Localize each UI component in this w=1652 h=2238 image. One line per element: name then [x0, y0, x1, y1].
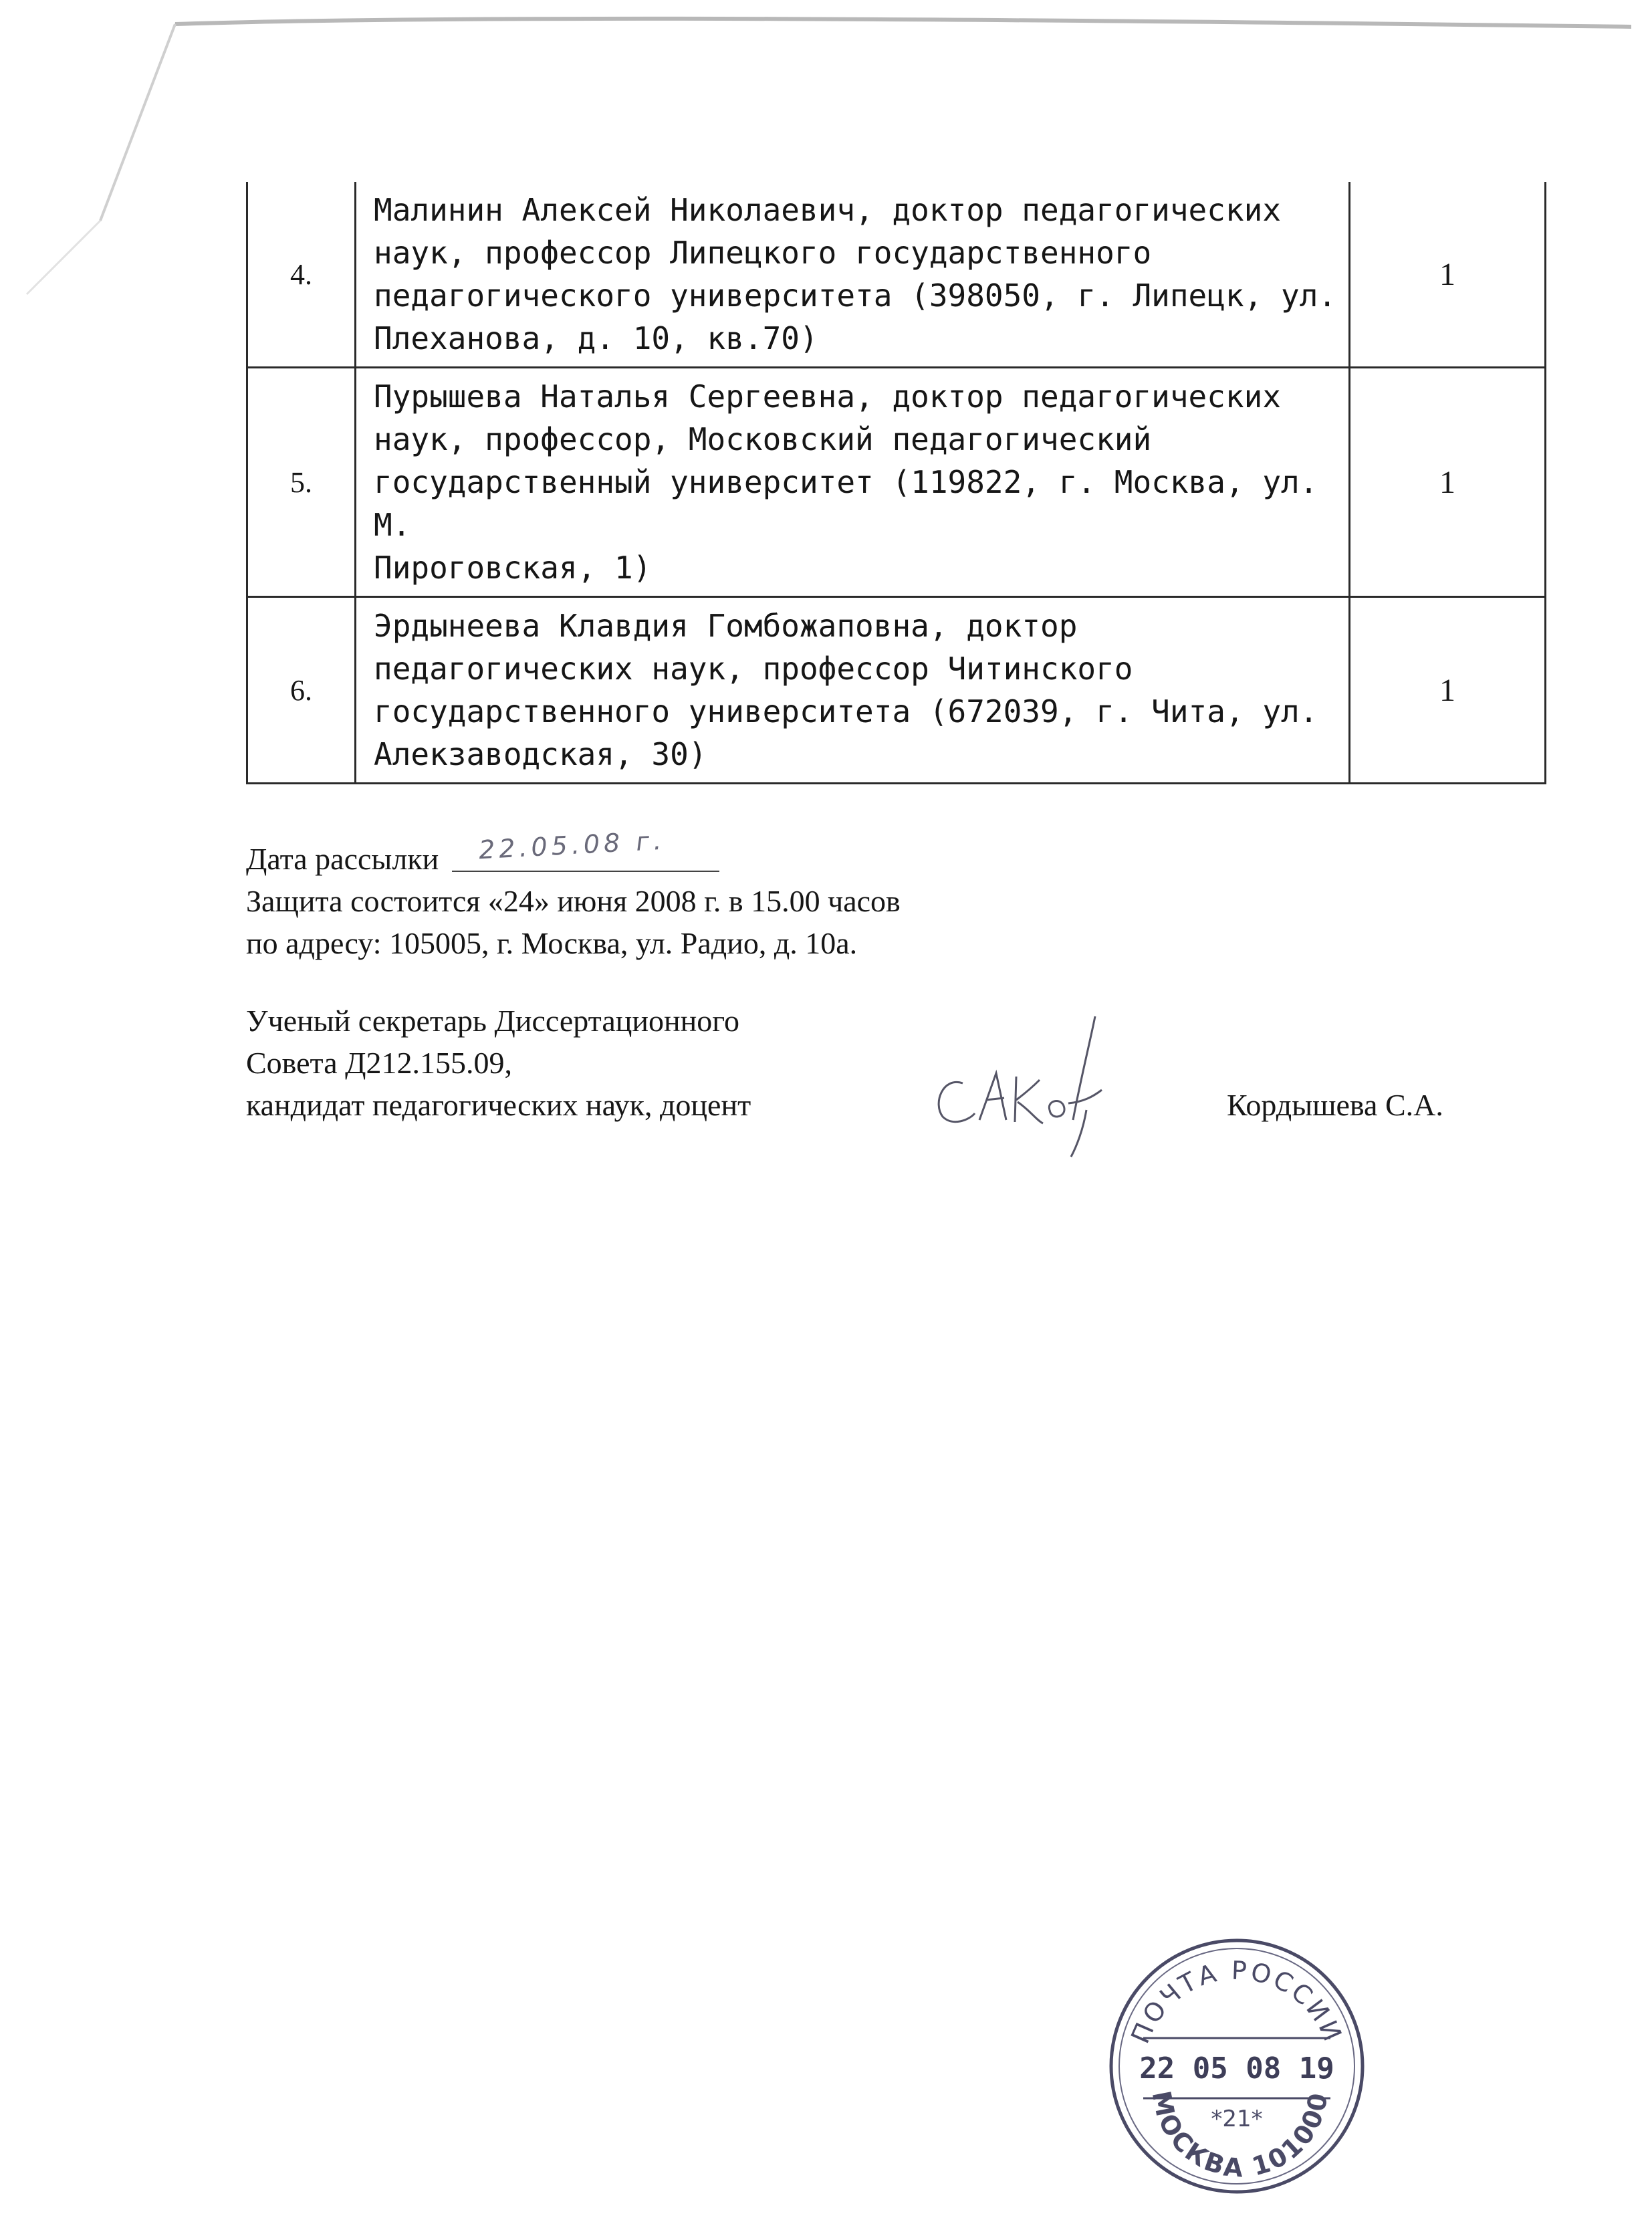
mailing-date-field: [452, 825, 719, 869]
svg-text:МОСКВА 101000: [1147, 2088, 1334, 2183]
table-row: [247, 368, 1546, 597]
stamp-code: *21*: [1211, 2106, 1263, 2132]
reviewer-line: наук, профессор Липецкого государственного: [374, 235, 1152, 271]
reviewer-line: Эрдынеева Клавдия Гомбожаповна, доктор: [374, 608, 1078, 644]
handwritten-signature: [923, 1003, 1123, 1163]
mailing-date-label: Дата рассылки: [246, 842, 439, 876]
reviewer-line: государственного университета (672039, г. Чита, ул.: [374, 693, 1318, 730]
secretary-block: [246, 1000, 751, 1126]
table-row: [247, 597, 1546, 784]
reviewer-line: Пироговская, 1): [374, 550, 652, 586]
secretary-title: Ученый секретарь Диссертационного: [246, 1004, 739, 1038]
row-number: 5.: [247, 368, 356, 597]
reviewers-table: [246, 182, 1546, 784]
reviewer-details: [356, 597, 1350, 784]
postal-stamp: [1096, 1926, 1377, 2207]
stamp-bottom-text: МОСКВА 101000: [1146, 2088, 1334, 2183]
defense-info: [246, 825, 901, 964]
reviewer-line: педагогических наук, профессор Читинского: [374, 651, 1133, 687]
copies-count: 1: [1439, 256, 1455, 292]
reviewer-line: наук, профессор, Московский педагогический: [374, 421, 1152, 457]
row-number: 6.: [247, 597, 356, 784]
table-row: [247, 182, 1546, 368]
secretary-degree: кандидат педагогических наук, доцент: [246, 1088, 751, 1122]
copies-count: 1: [1350, 597, 1546, 784]
handwritten-date: 22.05.08 г.: [478, 825, 667, 865]
reviewer-details: [356, 182, 1350, 368]
stamp-date: 22 05 08 19: [1139, 2051, 1334, 2086]
reviewer-line: государственный университет (119822, г. Москва, ул. М.: [374, 464, 1318, 543]
defense-time: Защита состоится «24» июня 2008 г. в 15.00 часов: [246, 884, 901, 918]
mailing-date-line: [246, 825, 901, 880]
reviewer-details: [356, 368, 1350, 597]
reviewer-line: Плеханова, д. 10, кв.70): [374, 320, 818, 356]
council-code: Совета Д212.155.09,: [246, 1046, 513, 1080]
stamp-top-text: ПОЧТА РОССИИ: [1125, 1955, 1348, 2048]
defense-address: по адресу: 105005, г. Москва, ул. Радио, д. 10а.: [246, 926, 858, 960]
secretary-name: Кордышева С.А.: [1227, 1088, 1443, 1122]
reviewer-line: педагогического университета (398050, г. Липецк, ул.: [374, 277, 1337, 314]
row-number: 4.: [247, 182, 356, 368]
reviewer-line: Алекзаводская, 30): [374, 736, 707, 772]
reviewer-line: Малинин Алексей Николаевич, доктор педагогических: [374, 192, 1282, 228]
copies-count: 1: [1350, 368, 1546, 597]
reviewer-line: Пурышева Наталья Сергеевна, доктор педагогических: [374, 378, 1282, 415]
